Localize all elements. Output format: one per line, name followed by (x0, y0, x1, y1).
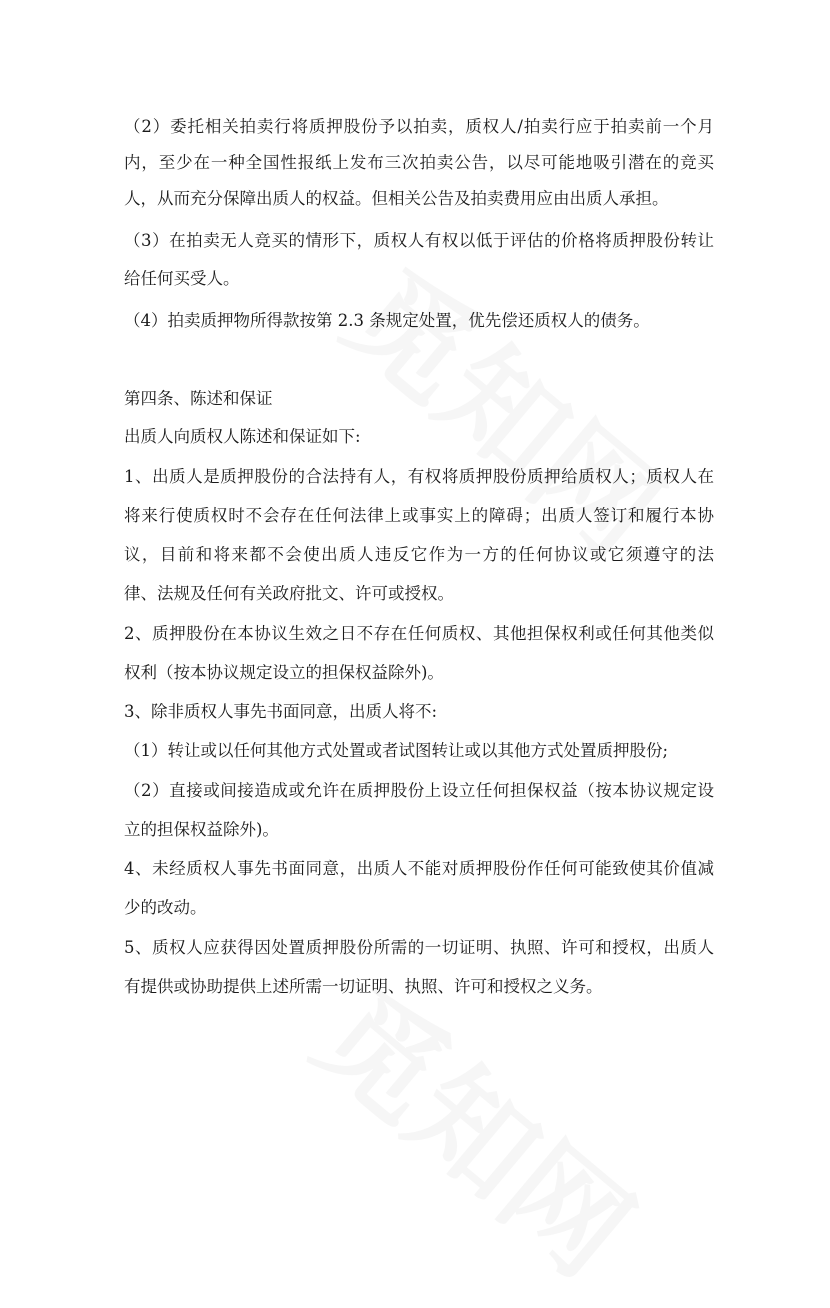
watermark (287, 944, 673, 1307)
paragraph-line: 1、出质人是质押股份的合法持有人，有权将质押股份质押给质权人；质权人在 (124, 467, 714, 486)
paragraph-line: 议，目前和将来都不会使出质人违反它作为一方的任何协议或它须遵守的法 (124, 545, 714, 564)
paragraph-line: （2）委托相关拍卖行将质押股份予以拍卖，质权人/拍卖行应于拍卖前一个月 (124, 117, 714, 136)
paragraph-line: 4、未经质权人事先书面同意，出质人不能对质押股份作任何可能致使其价值减 (124, 859, 714, 878)
paragraph-line: 3、除非质权人事先书面同意，出质人将不: (124, 702, 438, 721)
paragraph-line: 将来行使质权时不会存在任何法律上或事实上的障碍；出质人签订和履行本协 (124, 506, 714, 525)
paragraph-line: 有提供或协助提供上述所需一切证明、执照、许可和授权之义务。 (124, 977, 603, 996)
paragraph-line: 出质人向质权人陈述和保证如下: (124, 427, 361, 446)
paragraph-line: 立的担保权益除外)。 (124, 820, 279, 839)
paragraph-line: 内，至少在一种全国性报纸上发布三次拍卖公告，以尽可能地吸引潜在的竞买 (124, 153, 714, 172)
paragraph-line: 给任何买受人。 (124, 269, 240, 288)
paragraph-line: （3）在拍卖无人竞买的情形下，质权人有权以低于评估的价格将质押股份转让 (124, 231, 714, 250)
paragraph-line: 权利（按本协议规定设立的担保权益除外)。 (124, 663, 444, 682)
paragraph-line: 少的改动。 (124, 898, 207, 917)
paragraph-line: （1）转让或以任何其他方式处置或者试图转让或以其他方式处置质押股份; (124, 741, 669, 760)
paragraph-line: （4）拍卖质押物所得款按第 2.3 条规定处置，优先偿还质权人的债务。 (124, 311, 650, 330)
paragraph-line: 5、质权人应获得因处置质押股份所需的一切证明、执照、许可和授权，出质人 (124, 938, 714, 957)
section-heading: 第四条、陈述和保证 (124, 389, 273, 408)
paragraph-line: （2）直接或间接造成或允许在质押股份上设立任何担保权益（按本协议规定设 (124, 781, 714, 800)
paragraph-line: 2、质押股份在本协议生效之日不存在任何质权、其他担保权利或任何其他类似 (124, 624, 714, 643)
paragraph-line: 律、法规及任何有关政府批文、许可或授权。 (124, 584, 454, 603)
paragraph-line: 人，从而充分保障出质人的权益。但相关公告及拍卖费用应由出质人承担。 (124, 189, 669, 208)
